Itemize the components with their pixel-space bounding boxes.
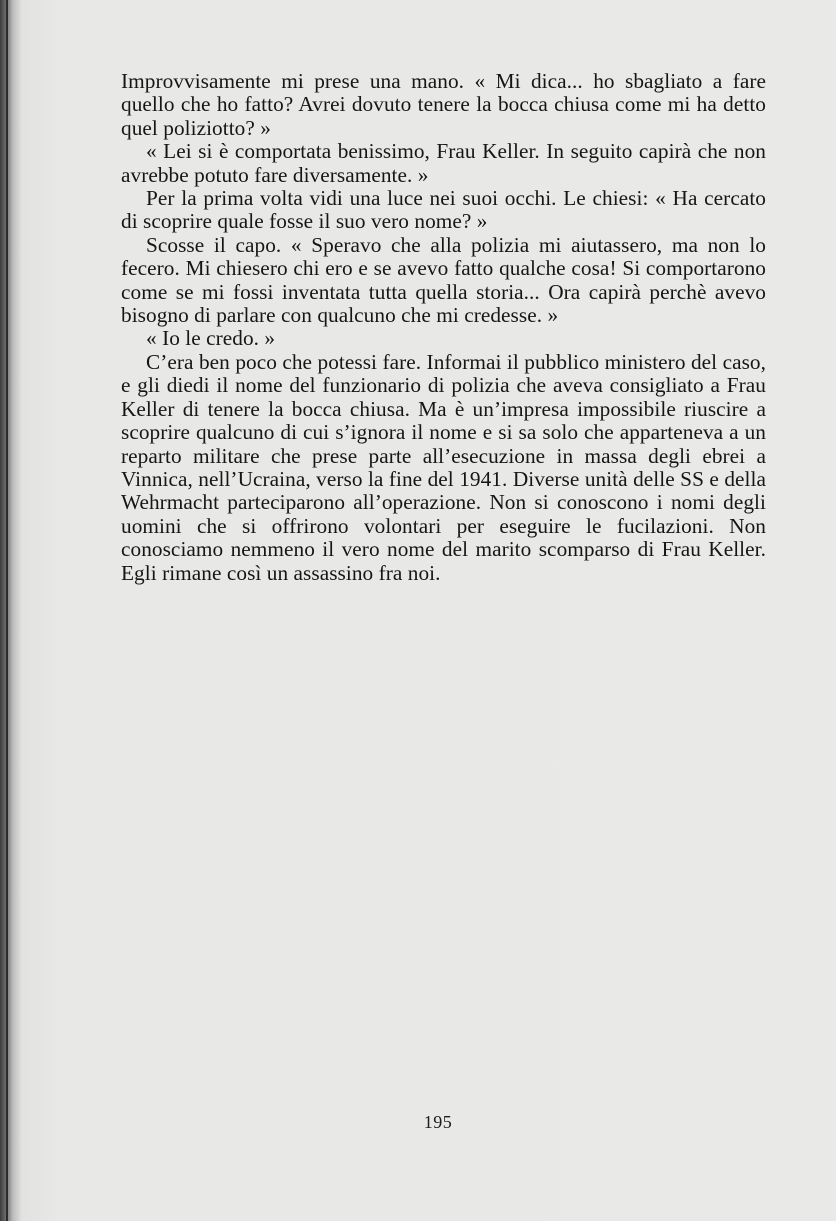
paragraph: « Io le credo. » [146, 326, 276, 351]
paragraph: C’era ben poco che potessi fare. Informai il pubblico ministero del caso, e gli diedi il nome del funzionario di polizia che aveva consigliato a Frau Keller di tenere la bocca chiusa. Ma è un’impresa impossibile riuscire a scoprire qualcuno di cui s’ignora il nome e si sa solo che apparteneva a un reparto militare che prese parte all’esecuzione in massa degli ebrei a Vinnica, nell’Ucraina, verso la fine del 1941. Diverse unità delle SS e della Wehrmacht parteciparono all’operazione. Non si conoscono i nomi degli uomini che si offrirono volontari per eseguire le fucilazioni. Non conosciamo nemmeno il vero nome del marito scomparso di Frau Keller. Egli rimane così un assassino fra noi. [121, 349, 766, 585]
body-text [121, 70, 766, 585]
paragraph: Scosse il capo. « Speravo che alla polizia mi aiutassero, ma non lo fecero. Mi chiesero chi ero e se avevo fatto qualche cosa! Si comportarono come se mi fossi inventata tutta quella storia... Ora capirà perchè avevo bisogno di parlare con qualcuno che mi credesse. » [121, 232, 766, 328]
page-gutter-edge [6, 0, 8, 1221]
paragraph: Improvvisamente mi prese una mano. « Mi dica... ho sbagliato a fare quello che ho fatto? Avrei dovuto tenere la bocca chiusa come mi ha detto quel poliziotto? » [121, 69, 766, 140]
page-number: 195 [423, 1112, 453, 1132]
paragraph: Per la prima volta vidi una luce nei suoi occhi. Le chiesi: « Ha cercato di scoprire quale fosse il suo vero nome? » [121, 186, 766, 234]
paragraph: « Lei si è comportata benissimo, Frau Keller. In seguito capirà che non avrebbe potuto fare diversamente. » [121, 139, 766, 187]
